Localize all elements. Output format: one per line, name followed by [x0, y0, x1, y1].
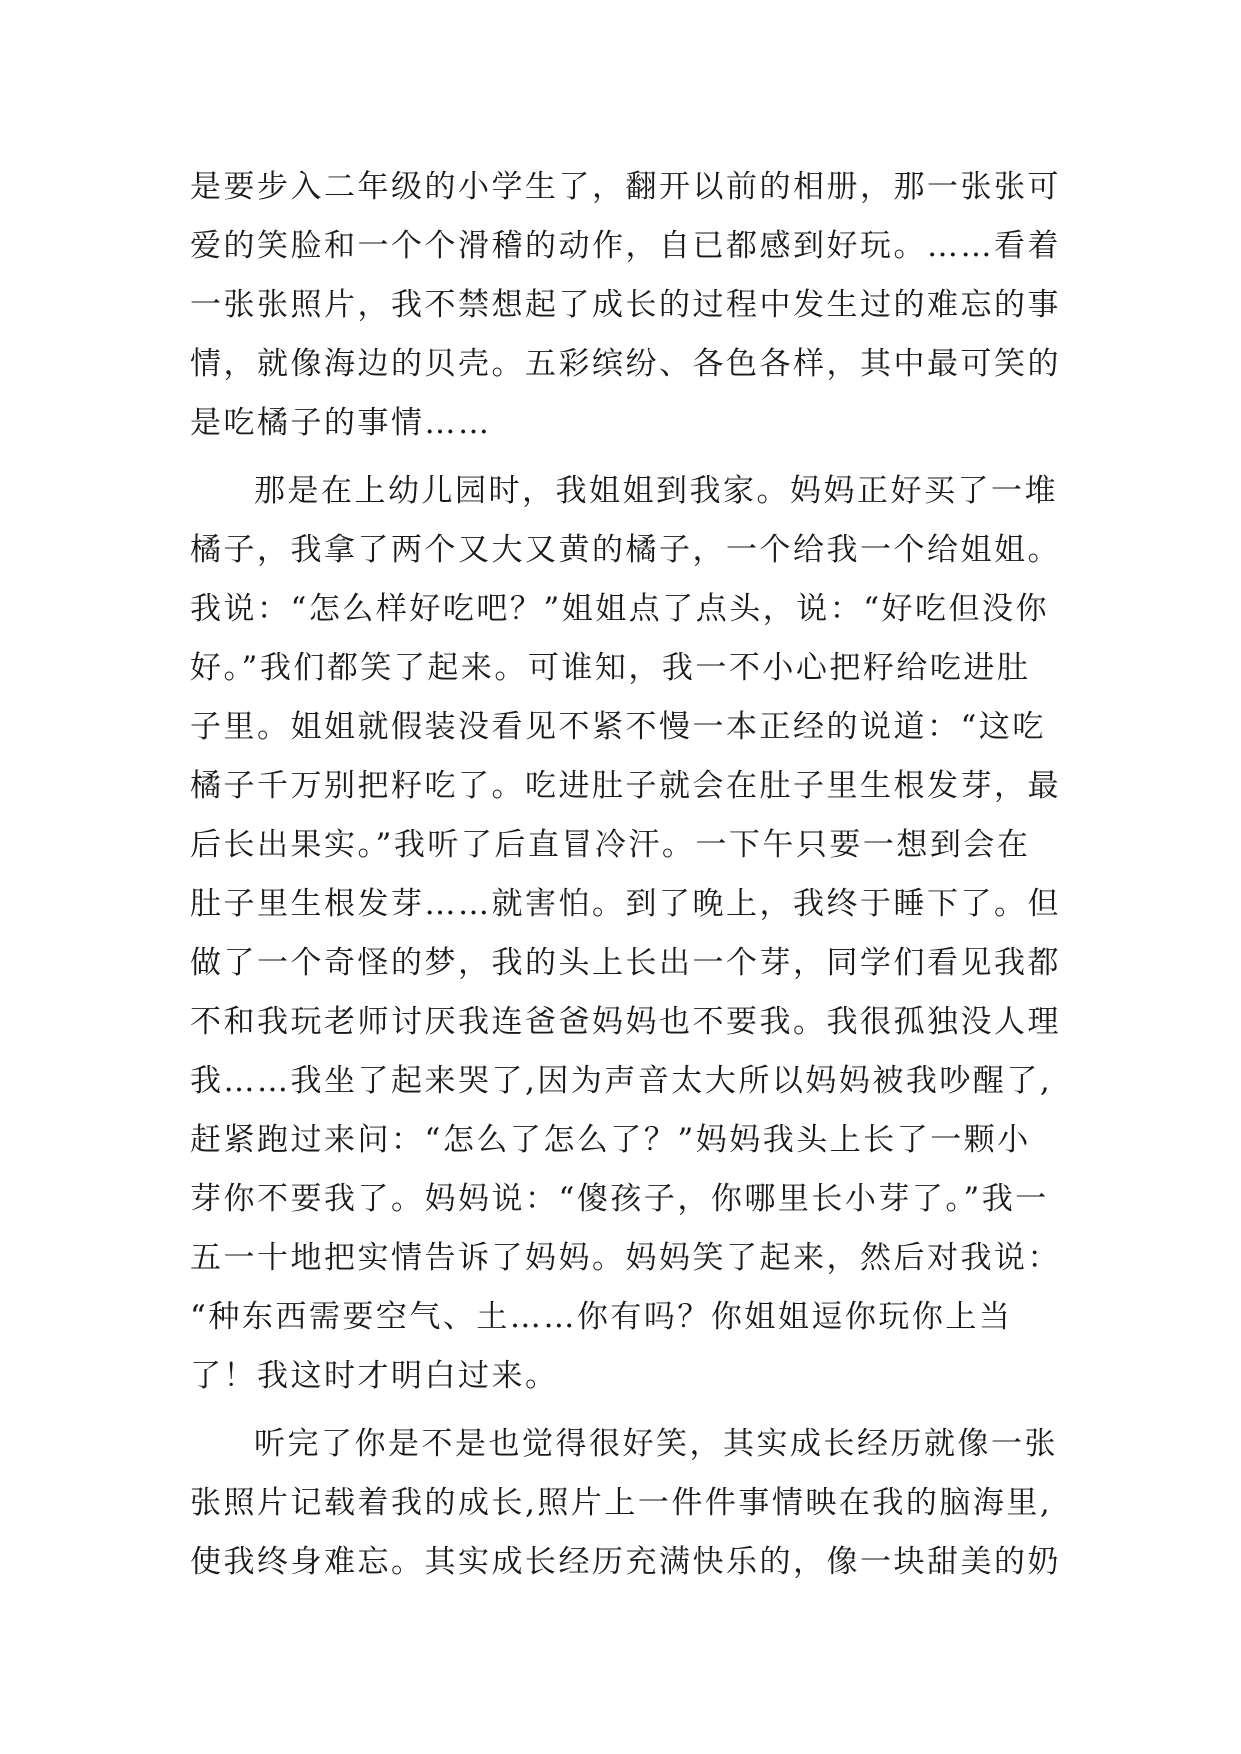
- text-line: 使我终身难忘。其实成长经历充满快乐的，像一块甜美的奶: [190, 1544, 1061, 1580]
- text-line: 橘子，我拿了两个又大又黄的橘子，一个给我一个给姐姐。: [190, 532, 1061, 568]
- document-body: [190, 158, 1070, 1592]
- paragraph-gap: [190, 453, 1070, 462]
- text-line: 爱的笑脸和一个个滑稽的动作，自已都感到好玩。……看着: [190, 228, 1061, 264]
- text-line: 好。”我们都笑了起来。可谁知，我一不小心把籽给吃进肚: [190, 650, 1031, 686]
- text-line: 了！我这时才明白过来。: [190, 1358, 559, 1394]
- text-line: 一张张照片，我不禁想起了成长的过程中发生过的难忘的事: [190, 287, 1061, 323]
- text-line: 那是在上幼儿园时，我姐姐到我家。妈妈正好买了一堆: [254, 473, 1058, 509]
- text-line: 不和我玩老师讨厌我连爸爸妈妈也不要我。我很孤独没人理: [190, 1004, 1061, 1040]
- paragraph-1: [190, 158, 1070, 453]
- text-line: 是要步入二年级的小学生了，翻开以前的相册，那一张张可: [190, 169, 1061, 205]
- text-line: 我说：“怎么样好吃吧？”姐姐点了点头，说：“好吃但没你: [190, 591, 1050, 627]
- paragraph-gap: [190, 1406, 1070, 1415]
- text-line: 子里。姐姐就假装没看见不紧不慢一本正经的说道：“这吃: [190, 709, 1046, 745]
- text-line: 做了一个奇怪的梦，我的头上长出一个芽，同学们看见我都: [190, 945, 1061, 981]
- text-line: 芽你不要我了。妈妈说：“傻孩子，你哪里长小芽了。”我一: [190, 1181, 1049, 1217]
- text-line: 听完了你是不是也觉得很好笑，其实成长经历就像一张: [254, 1426, 1058, 1462]
- paragraph-2: [190, 462, 1070, 1406]
- text-line: 后长出果实。”我听了后直冒冷汗。一下午只要一想到会在: [190, 827, 1031, 863]
- text-line: 橘子千万别把籽吃了。吃进肚子就会在肚子里生根发芽，最: [190, 768, 1061, 804]
- text-line: 五一十地把实情告诉了妈妈。妈妈笑了起来，然后对我说：: [190, 1240, 1061, 1276]
- text-line: 是吃橘子的事情……: [190, 405, 492, 441]
- paragraph-3: [190, 1415, 1070, 1592]
- text-line: 张照片记载着我的成长,照片上一件件事情映在我的脑海里,: [190, 1485, 1053, 1521]
- text-line: 情，就像海边的贝壳。五彩缤纷、各色各样，其中最可笑的: [190, 346, 1061, 382]
- text-line: 肚子里生根发芽……就害怕。到了晚上，我终于睡下了。但: [190, 886, 1061, 922]
- text-line: 赶紧跑过来问：“怎么了怎么了？”妈妈我头上长了一颗小: [190, 1122, 1031, 1158]
- text-line: “种东西需要空气、土……你有吗？你姐姐逗你玩你上当: [190, 1299, 1013, 1335]
- text-line: 我……我坐了起来哭了,因为声音太大所以妈妈被我吵醒了,: [190, 1063, 1053, 1099]
